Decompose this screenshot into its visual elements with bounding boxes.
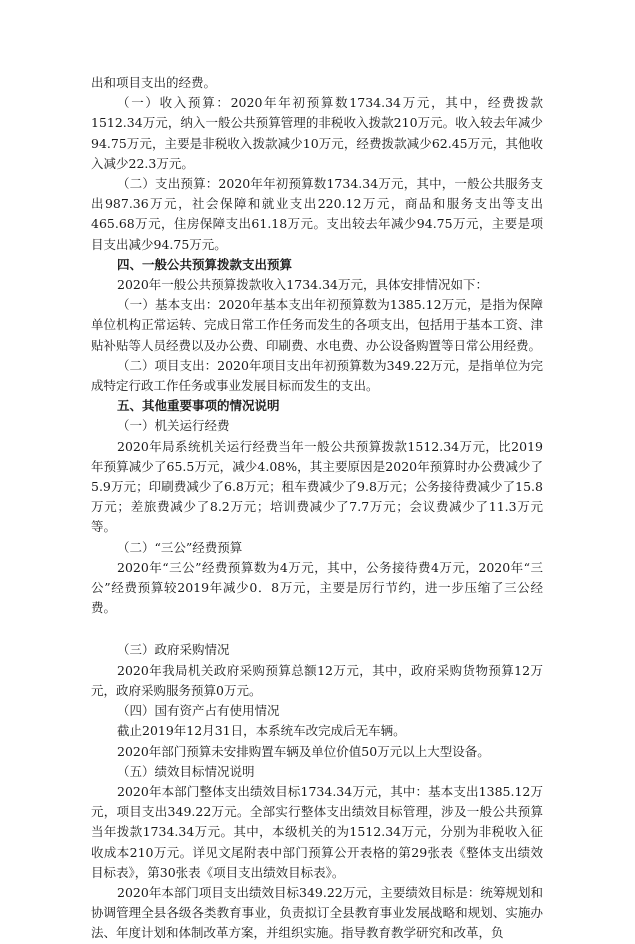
paragraph-gap bbox=[91, 618, 543, 640]
body-paragraph: （一）收入预算：2020年年初预算数1734.34万元，其中，经费拨款1512.34万元，纳入一般公共预算管理的非税收入拨款210万元。收入较去年减少94.75万元，主要是非税收入拨款减少10万元，经费拨款减少62.45万元，其他收入减少22.3万元。 bbox=[91, 95, 543, 171]
section-heading: 五、其他重要事项的情况说明 bbox=[117, 398, 280, 414]
body-paragraph: 2020年本部门项目支出绩效目标349.22万元，主要绩效目标是：统筹规划和协调管理全县各级各类教育事业，负责拟订全县教育事业发展战略和规划、实施办法、年度计划和体制改革方案，并组织实施。指导教育教学研究和改革，负 bbox=[91, 884, 543, 941]
body-paragraph: 2020年本部门整体支出绩效目标1734.34万元，其中：基本支出1385.12万元，项目支出349.22万元。全部实行整体支出绩效目标管理，涉及一般公共预算当年拨款1734.34万元。其中，本级机关的为1512.34万元，分别为非税收入征收成本210万元。详见文尾附表中部门预算公开表格的第29张表《整体支出绩效目标表》，第30张表《项目支出绩效目标表》。 bbox=[91, 783, 543, 880]
section-heading: 四、一般公共预算拨款支出预算 bbox=[117, 256, 293, 272]
body-paragraph: （二）支出预算：2020年年初预算数1734.34万元，其中，一般公共服务支出987.36万元，社会保障和就业支出220.12万元，商品和服务支出等支出465.68万元，住房保障支出61.18万元。支出较去年减少94.75万元，主要是项目支出减少94.75万元。 bbox=[91, 176, 543, 252]
body-paragraph: 截止2019年12月31日，本系统车改完成后无车辆。 bbox=[117, 723, 406, 739]
body-paragraph: （一）基本支出：2020年基本支出年初预算数为1385.12万元，是指为保障单位机构正常运转、完成日常工作任务而发生的各项支出，包括用于基本工资、津贴补贴等人员经费以及办公费、印刷费、水电费、办公设备购置等日常公用经费。 bbox=[91, 297, 543, 353]
body-paragraph: 出和项目支出的经费。 bbox=[91, 75, 217, 90]
body-paragraph: （二）项目支出：2020年项目支出年初预算数为349.22万元，是指单位为完成特定行政工作任务或事业发展目标而发生的支出。 bbox=[91, 357, 543, 394]
body-paragraph: 2020年一般公共预算拨款收入1734.34万元，具体安排情况如下： bbox=[117, 277, 489, 293]
body-paragraph: 2020年局系统机关运行经费当年一般公共预算拨款1512.34万元，比2019年预算减少了65.5万元，减少4.08%，其主要原因是2020年预算时办公费减少了5.9万元；印刷费减少了6.8万元；租车费减少了9.8万元；公务接待费减少了15.8万元；差旅费减少了8.2万元；培训费减少了7.7万元；会议费减少了11.3万元等。 bbox=[91, 438, 543, 535]
body-paragraph: （二）“三公”经费预算 bbox=[117, 539, 243, 555]
body-paragraph: 2020年“三公”经费预算数为4万元，其中，公务接待费4万元，2020年“三公”经费预算较2019年减少0．8万元，主要是厉行节约，进一步压缩了三公经费。 bbox=[91, 559, 543, 616]
body-paragraph: （三）政府采购情况 bbox=[117, 642, 230, 658]
body-paragraph: （四）国有资产占有使用情况 bbox=[117, 703, 280, 719]
body-paragraph: 2020年我局机关政府采购预算总额12万元，其中，政府采购货物预算12万元，政府采购服务预算0万元。 bbox=[91, 662, 543, 698]
document-body bbox=[91, 73, 543, 944]
body-paragraph: （一）机关运行经费 bbox=[117, 418, 230, 434]
body-paragraph: 2020年部门预算未安排购置车辆及单位价值50万元以上大型设备。 bbox=[117, 743, 490, 759]
body-paragraph: （五）绩效目标情况说明 bbox=[117, 763, 255, 779]
